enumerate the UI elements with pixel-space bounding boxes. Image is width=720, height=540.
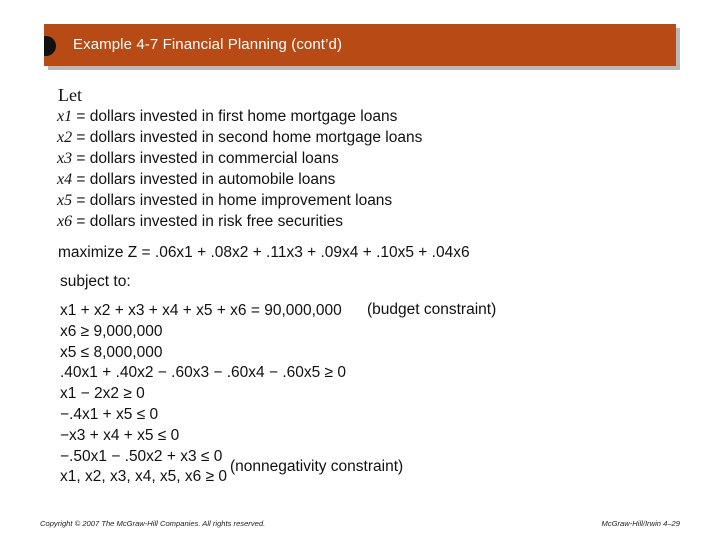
constraint-row: .40x1 + .40x2 − .60x3 − .60x4 − .60x5 ≥ 0 xyxy=(60,364,346,382)
constraint-row: x5 ≤ 8,000,000 xyxy=(60,343,163,361)
constraint-row: −x3 + x4 + x5 ≤ 0 xyxy=(60,426,180,444)
subject-to-label: subject to: xyxy=(60,273,131,290)
copyright-footer: Copyright © 2007 The McGraw-Hill Companies. All rights reserved. xyxy=(40,519,266,528)
definition-row xyxy=(57,149,422,170)
definition-row xyxy=(57,170,422,191)
definition-variable: x3 xyxy=(57,149,73,167)
variable-definitions xyxy=(57,107,422,232)
constraint-row: −.4x1 + x5 ≤ 0 xyxy=(60,405,159,423)
definition-variable: x1 xyxy=(57,108,73,125)
constraint-row: x1 − 2x2 ≥ 0 xyxy=(60,385,145,403)
definition-text: = dollars invested in risk free securities xyxy=(76,212,344,230)
page-number-footer: McGraw-Hill/Irwin 4–29 xyxy=(601,519,680,528)
nonnegativity-constraint-note: (nonnegativity constraint) xyxy=(230,458,404,475)
definition-row xyxy=(57,128,422,149)
let-label: Let xyxy=(58,85,82,105)
constraint-row: x1 + x2 + x3 + x4 + x5 + x6 = 90,000,000 xyxy=(60,302,342,319)
budget-constraint-note: (budget constraint) xyxy=(367,301,497,318)
constraint-row: −.50x1 − .50x2 + x3 ≤ 0 xyxy=(60,447,223,465)
definition-row xyxy=(57,191,422,212)
definition-text: = dollars invested in automobile loans xyxy=(76,170,336,188)
objective-function: maximize Z = .06x1 + .08x2 + .11x3 + .09x4 + .10x5 + .04x6 xyxy=(58,244,470,261)
constraint-row: x6 ≥ 9,000,000 xyxy=(60,322,163,340)
constraint-row: x1, x2, x3, x4, x5, x6 ≥ 0 xyxy=(60,468,228,486)
definition-variable: x6 xyxy=(57,212,73,230)
definition-row xyxy=(57,212,422,233)
definition-text: = dollars invested in second home mortgage loans xyxy=(76,128,423,146)
definition-variable: x2 xyxy=(57,128,73,146)
slide-title: Example 4-7 Financial Planning (cont’d) xyxy=(73,36,343,53)
definition-text: = dollars invested in home improvement loans xyxy=(76,191,393,209)
definition-row xyxy=(57,107,422,128)
definition-variable: x5 xyxy=(57,191,73,209)
definition-text: = dollars invested in first home mortgage loans xyxy=(76,108,398,125)
definition-variable: x4 xyxy=(57,170,73,188)
definition-text: = dollars invested in commercial loans xyxy=(76,149,339,167)
